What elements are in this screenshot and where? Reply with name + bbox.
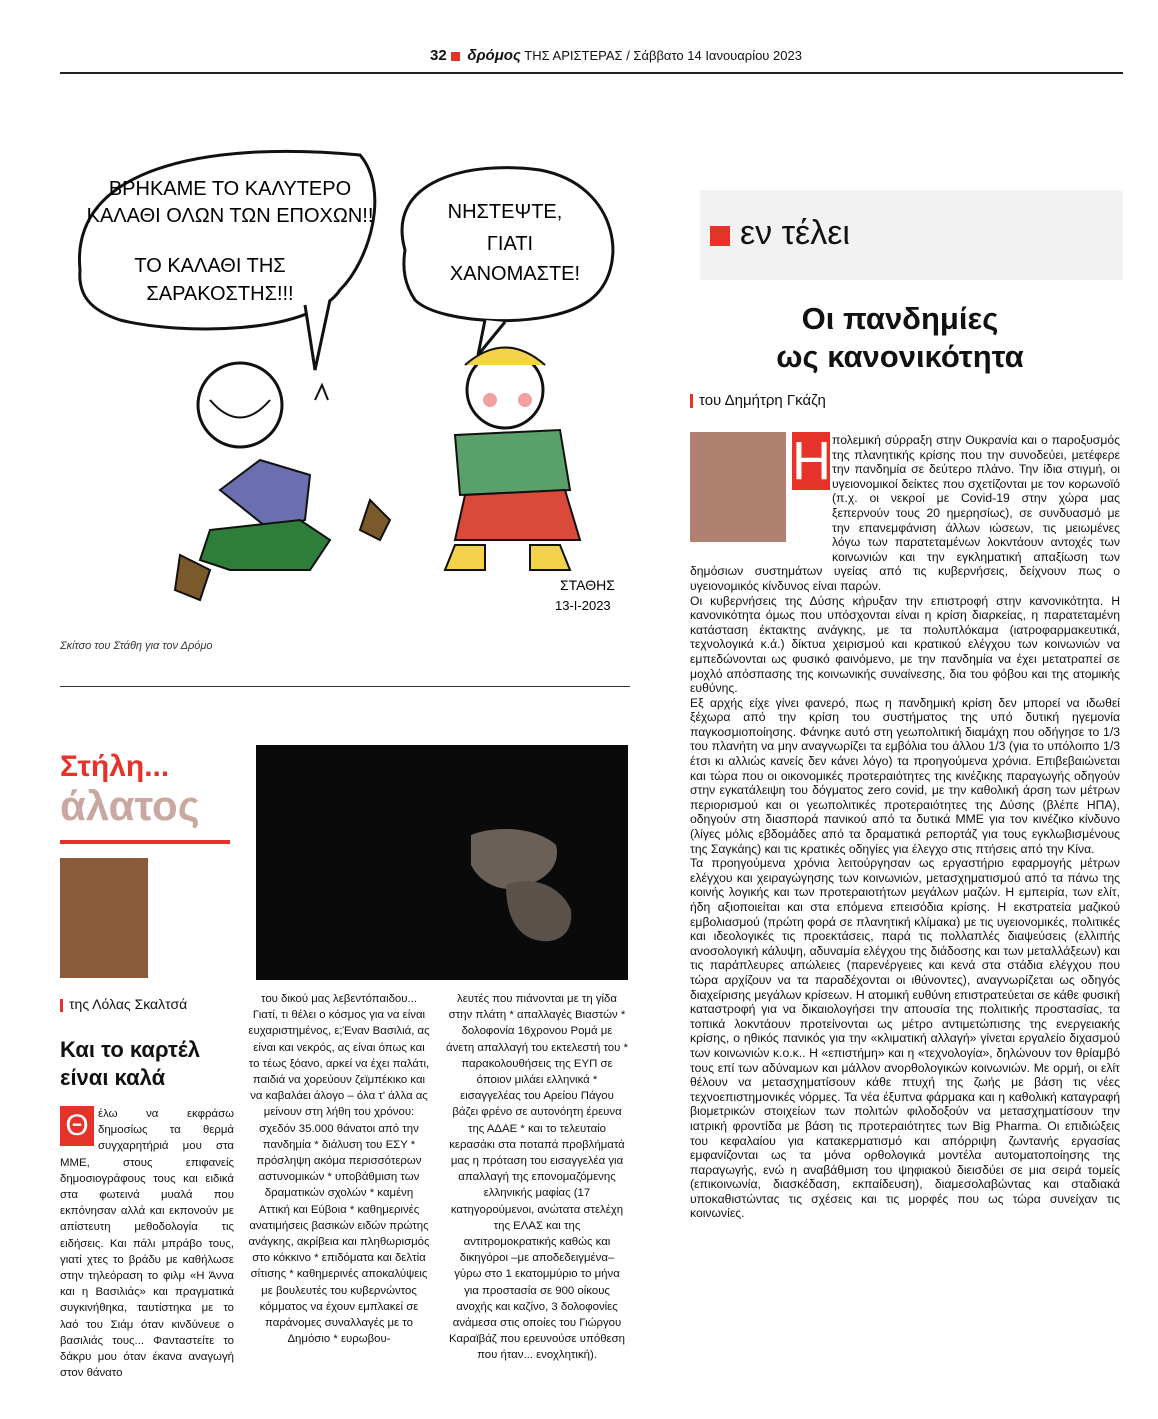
hands-drawing [256, 745, 628, 980]
article-paragraph-1: πολεμική σύρραξη στην Ουκρανία και ο παροξυσμός της πλανητικής κρίσης που την συνοδεύει, μετέφερε την πανδημία σε δεύτερο πλάνο. Την ίδια στιγμή, οι υγειονομικοί δείκτες που σχετίζονται με τον κορωνοϊό (π.χ. οι νεκροί με Covid-19 στην χώρα μας ξεπερνούν τους 20 ημερησίως), σε συνδυασμό με την επανεμφάνιση άλλων ιώσεων, τις μειωμένες λόγω των παρατεταμένων λοκντάουν αντοχές των κοινωνιών και την εγκληματική απαξίωση των δημόσιων συστημάτων υγείας από τις κυβερνήσεις, δείχνουν πως ο υγειονομικός κίνδυνος είναι παρών. [690, 433, 1120, 593]
article-paragraph-3: Εξ αρχής είχε γίνει φανερό, πως η πανδημική κρίση δεν μπορεί να ιδωθεί ξέχωρα από την κρίση του συστήματος της υπό δυτική ηγεμονία παγκοσμιοποίησης. Φάνηκε αυτό στη γεωπολιτική διαμάχη που οδήγησε το 1/3 του πλανήτη να μην αναγνωρίζει τα εμβόλια του άλλου 1/3 (για το υπόλοιπο 1/3 έτσι κι αλλιώς κανείς δεν κάνει λόγο) τα προηγούμενα χρόνια. Επιβεβαιώνεται και τώρα που οι οικονομικές προτεραιότητες της κινέζικης παραγωγής οδηγούν στην εγκατάλειψη του δόγματος zero covid, με την καθολική άρση των μέτρων περιορισμού και οι γεωπολιτικές προτεραιότητες της Δύσης (βλέπε ΗΠΑ), οδηγούν στη διασπορά πανικού από τα δυτικά ΜΜΕ για τον κινέζικο κίνδυνο (λίγες μόλις εβδομάδες από τα δραματικά ρεπορτάζ για τους εγκλωβισμένους της Σαγκάης) και τις κρατικές οδηγίες για έλεγχο στις πτήσεις από την Κίνα. [690, 695, 1120, 856]
column-text-2 [248, 991, 430, 1347]
author-bar [60, 999, 63, 1012]
bubble-right-line2: ΓΙΑΤΙ [486, 233, 534, 255]
columnist-author [60, 996, 187, 1012]
float-spacer [690, 433, 832, 551]
article-paragraph-4: Τα προηγούμενα χρόνια λειτούργησαν ως εργαστήριο εφαρμογής μέτρων ελέγχου και χειραγώγησης των κοινωνιών, μετασχηματισμού από τα πάνω της κοινής λογικής και των προτεραιοτήτων μεγάλων μαζών. Η εμπειρία, των ελίτ, ήδη αξιοποιείται και στα επόμενα επεισόδια κρίσης. Η εκστρατεία μαζικού εμβολιασμού (πρώτη φορά σε πλανητική κλίμακα) με τις υγειονομικές, πολιτικές και ιδεολογικές τις προεκτάσεις, παρά τις πολλαπλές διαψεύσεις (ελλιπής ανοσολογική κάλυψη, αδυναμία ελέγχου της διάδοσης και των μεταλλάξεων) και τις παράπλευρες απώλειες (παρενέργειες και κενά στα στάδια ελέγχου που τώρα αρχίζουν να τα παραδέχονται οι ιθύνοντες), αναγνωρίζεται ως οδηγός διαχείρισης μεγάλων κρίσεων. Η ατομική ευθύνη επιστρατεύεται σε κάθε φυσική καταστροφή για να δικαιολογήσει την απουσία της πολιτικής προστασίας, τα τοπικά λοκντάουν προτείνονται ως μέτρο αντιμετώπισης της ενεργειακής κρίσης, ο ηθικός πανικός για την «κλιματική αλλαγή» γίνεται εργαλείο διχασμού των κοινωνιών κ.ο.κ.. Η «επιστήμη» και η «τεχνολογία», δηλώνουν τον θρίαμβό τους επί των αδύναμων και μάλλον ανορθολογικών κοινωνιών. Με ορμή, οι ελίτ θέλουν να μετασχηματίσουν κάθε πτυχή της ζωής με βάση τις νέες τεχνοεπιστημονικές νόρμες. Τα νέα έξυπνα φάρμακα και η καθολική καταγραφή βιομετρικών στοιχείων των πολιτών φιλοδοξούν να μετασχηματίσουν την ιατρική φροντίδα με βάση τις προτεραιότητες των Big Pharma. Οι επιδιώξεις του κεφαλαίου για κατακερματισμό και απόρριψη ζωντανής εργασίας εμφανίζονται ως τα μόνα ορθολογικά μοντέλα αυτοματοποίησης της παραγωγής, ενώ η αναβάθμιση του ψηφιακού διεισδύει σε μια σειρά τομείς (επικοινωνία, διασκέδαση, εκπαίδευση), διαμεσολαβώντας και σταδιακά υποκαθιστώντας τις σχέσεις και τις μορφές που ως τώρα συνείχαν τις κοινωνίες. [690, 856, 1120, 1221]
article-body [690, 433, 1120, 1221]
cartoon [60, 100, 650, 630]
column-article-title-line2: είναι καλά [60, 1065, 166, 1090]
bubble-left-line2: ΚΑΛΑΘΙ ΟΛΩΝ ΤΩΝ ΕΠΟΧΩΝ!! [86, 205, 374, 227]
column-paragraph-1: έλω να εκφράσω δημοσίως τα θερμά συγχαρητήριά μου στα ΜΜΕ, στους επιφανείς δημοσιογράφους τους και ειδικά στα φωτεινά μυαλά που εκπόνησαν αλλά και εκπονούν με απίστευτη μεθοδολογία τις ειδήσεις. Και πάλι μπράβο τους, γιατί χτες το βράδυ με καθήλωσε στην τηλεόραση το φιλμ «Η Άννα και η Βασιλιάς» και πραγματικά συγκινήθηκα, ταυτίστηκα με το λαό του Σιάμ όταν κινδύνευε ο βασιλιάς τους... Φανταστείτε το δάκρυ μου όταν έκανα αναγωγή στον θάνατο [60, 1108, 234, 1380]
article-title-line2: ως κανονικότητα [776, 339, 1024, 374]
header-line [430, 47, 802, 64]
page-header [60, 40, 1123, 74]
hands-photo [256, 745, 628, 980]
column-title-line2: άλατος [60, 782, 200, 829]
column-paragraph-2: του δικού μας λεβεντόπαιδου... Γιατί, τι θέλει ο κόσμος για να είναι ευχαριστημένος, ε;Έναν Βασιλιά, ας είναι και νεκρός, ας είναι όπως και το τέως ξόανο, αρκεί να έχει παλάτι, παιδιά να χορεύουν ζεϊμπέκικο και να καβαλάει άλογο – όλα τ' άλλα ας μείνουν στη λήθη του χρόνου: σχεδόν 35.000 θάνατοι από την πανδημία * διάλυση του ΕΣΥ * πρόσληψη ακόμα περισσότερων αστυνομικών * υποβάθμιση των δραματικών σχολών * καμένη Αττική και Εύβοια * καθημερινές ανατιμήσεις βασικών ειδών πρώτης ανάγκης, ακρίβεια και πληθωρισμός στο κόκκινο * επιδόματα και δελτία σίτισης * καθημερινές αποκαλύψεις με βουλευτές του κυβερνώντος κόμματος να έχουν εμπλακεί σε παράνομες συναλλαγές με το Δημόσιο * ευρωβου- [248, 993, 430, 1346]
bubble-tail-left [305, 300, 330, 370]
bubble-right-line3: ΧΑΝΟΜΑΣΤΕ! [449, 263, 581, 285]
column-dropcap: Θ [60, 1106, 94, 1146]
brand-name: δρόμος [467, 47, 521, 64]
girl-figure [445, 348, 580, 571]
article-title-line1: Οι πανδημίες [801, 301, 999, 336]
bubble-left-line4: ΣΑΡΑΚΟΣΤΗΣ!!! [146, 283, 294, 305]
red-square-icon [710, 226, 730, 246]
issue-date: / Σάββατο 14 Ιανουαρίου 2023 [626, 48, 802, 63]
column-article-title [60, 1036, 240, 1092]
section-divider [60, 686, 630, 687]
dropcap: Η [792, 431, 831, 491]
page-number: 32 [430, 47, 447, 64]
columnist-photo [60, 858, 148, 978]
author-name: του Δημήτρη Γκάζη [699, 392, 826, 409]
article-title [690, 300, 1110, 376]
bubble-right-line1: ΝΗΣΤΕΨΤΕ, [447, 201, 563, 223]
section-box [700, 190, 1123, 280]
column-rule [60, 840, 230, 844]
bubble-left-line3: ΤΟ ΚΑΛΑΘΙ ΤΗΣ [134, 255, 286, 277]
cartoon-signature: ΣΤΑΘΗΣ [560, 577, 615, 593]
column-title-line1: Στήλη... [60, 750, 170, 783]
column-text-3 [446, 991, 628, 1364]
red-square-icon [451, 52, 460, 61]
cartoon-drawing [60, 100, 650, 630]
article-paragraph-2: Οι κυβερνήσεις της Δύσης κήρυξαν την επιστροφή στην κανονικότητα. Η κανονικότητα όμως που υπόσχονται είναι η κρίση διαρκείας, η παρατεταμένη κατάσταση έκτακτης ανάγκης, με τα πολυπλόκαμα (ιατροφαρμακευτικά, τεχνολογικά κ.ά.) δίκτυα χειρισμού και κρατικού ελέγχου των κοινωνιών να εμπεδώνονται ως φυσικό φαινόμενο, με την πανδημία να έχει μετατραπεί σε μοχλό απόσπασης της κοινωνικής συναίνεσης, δια του φόβου και της ατομικής ευθύνης. [690, 593, 1120, 696]
section-label: εν τέλει [740, 214, 850, 252]
cartoon-caption: Σκίτσο του Στάθη για τον Δρόμο [60, 640, 213, 652]
boy-figure [175, 363, 390, 600]
brand-rest: ΤΗΣ ΑΡΙΣΤΕΡΑΣ [524, 48, 623, 63]
columnist-name: της Λόλας Σκαλτσά [69, 996, 188, 1012]
cartoon-signature-date: 13-I-2023 [555, 598, 611, 613]
author-bar [690, 394, 693, 408]
bubble-left-line1: ΒΡΗΚΑΜΕ ΤΟ ΚΑΛΥΤΕΡΟ [108, 178, 352, 200]
article-author [690, 392, 826, 409]
column-text-1 [60, 1106, 234, 1381]
column-paragraph-3: λευτές που πιάνονται με τη γίδα στην πλάτη * απαλλαγές Βιαστών * δολοφονία 16χρονου Ρομά με άνετη απαλλαγή του εκτελεστή του * παρακολουθήσεις της ΕΥΠ σε όποιον μιλάει ελληνικά * εισαγγελέας του Αρείου Πάγου βάζει φρένο σε αυτονόητη έρευνα της ΑΔΑΕ * και το τελευταίο κερασάκι στα ποταπά προβλήματά μας η πρόταση του εισαγγελέα για απαλλαγή της επονομαζόμενης ελληνικής μαφίας (17 κατηγορούμενοι, ανώτατα στελέχη της ΕΛΑΣ και της αντιτρομοκρατικής καθώς και δικηγόροι –με αποδεδειγμένα– γύρω στο 1 εκατομμύριο το μήνα για προστασία σε 900 οίκους ανοχής και καζίνο, 3 δολοφονίες ανάμεσα στις οποίες του Γιώργου Καραϊβάζ που ερευνούσε υπόθεση που ήταν... ενοχλητική). [446, 993, 628, 1362]
column-article-title-line1: Και το καρτέλ [60, 1037, 200, 1062]
